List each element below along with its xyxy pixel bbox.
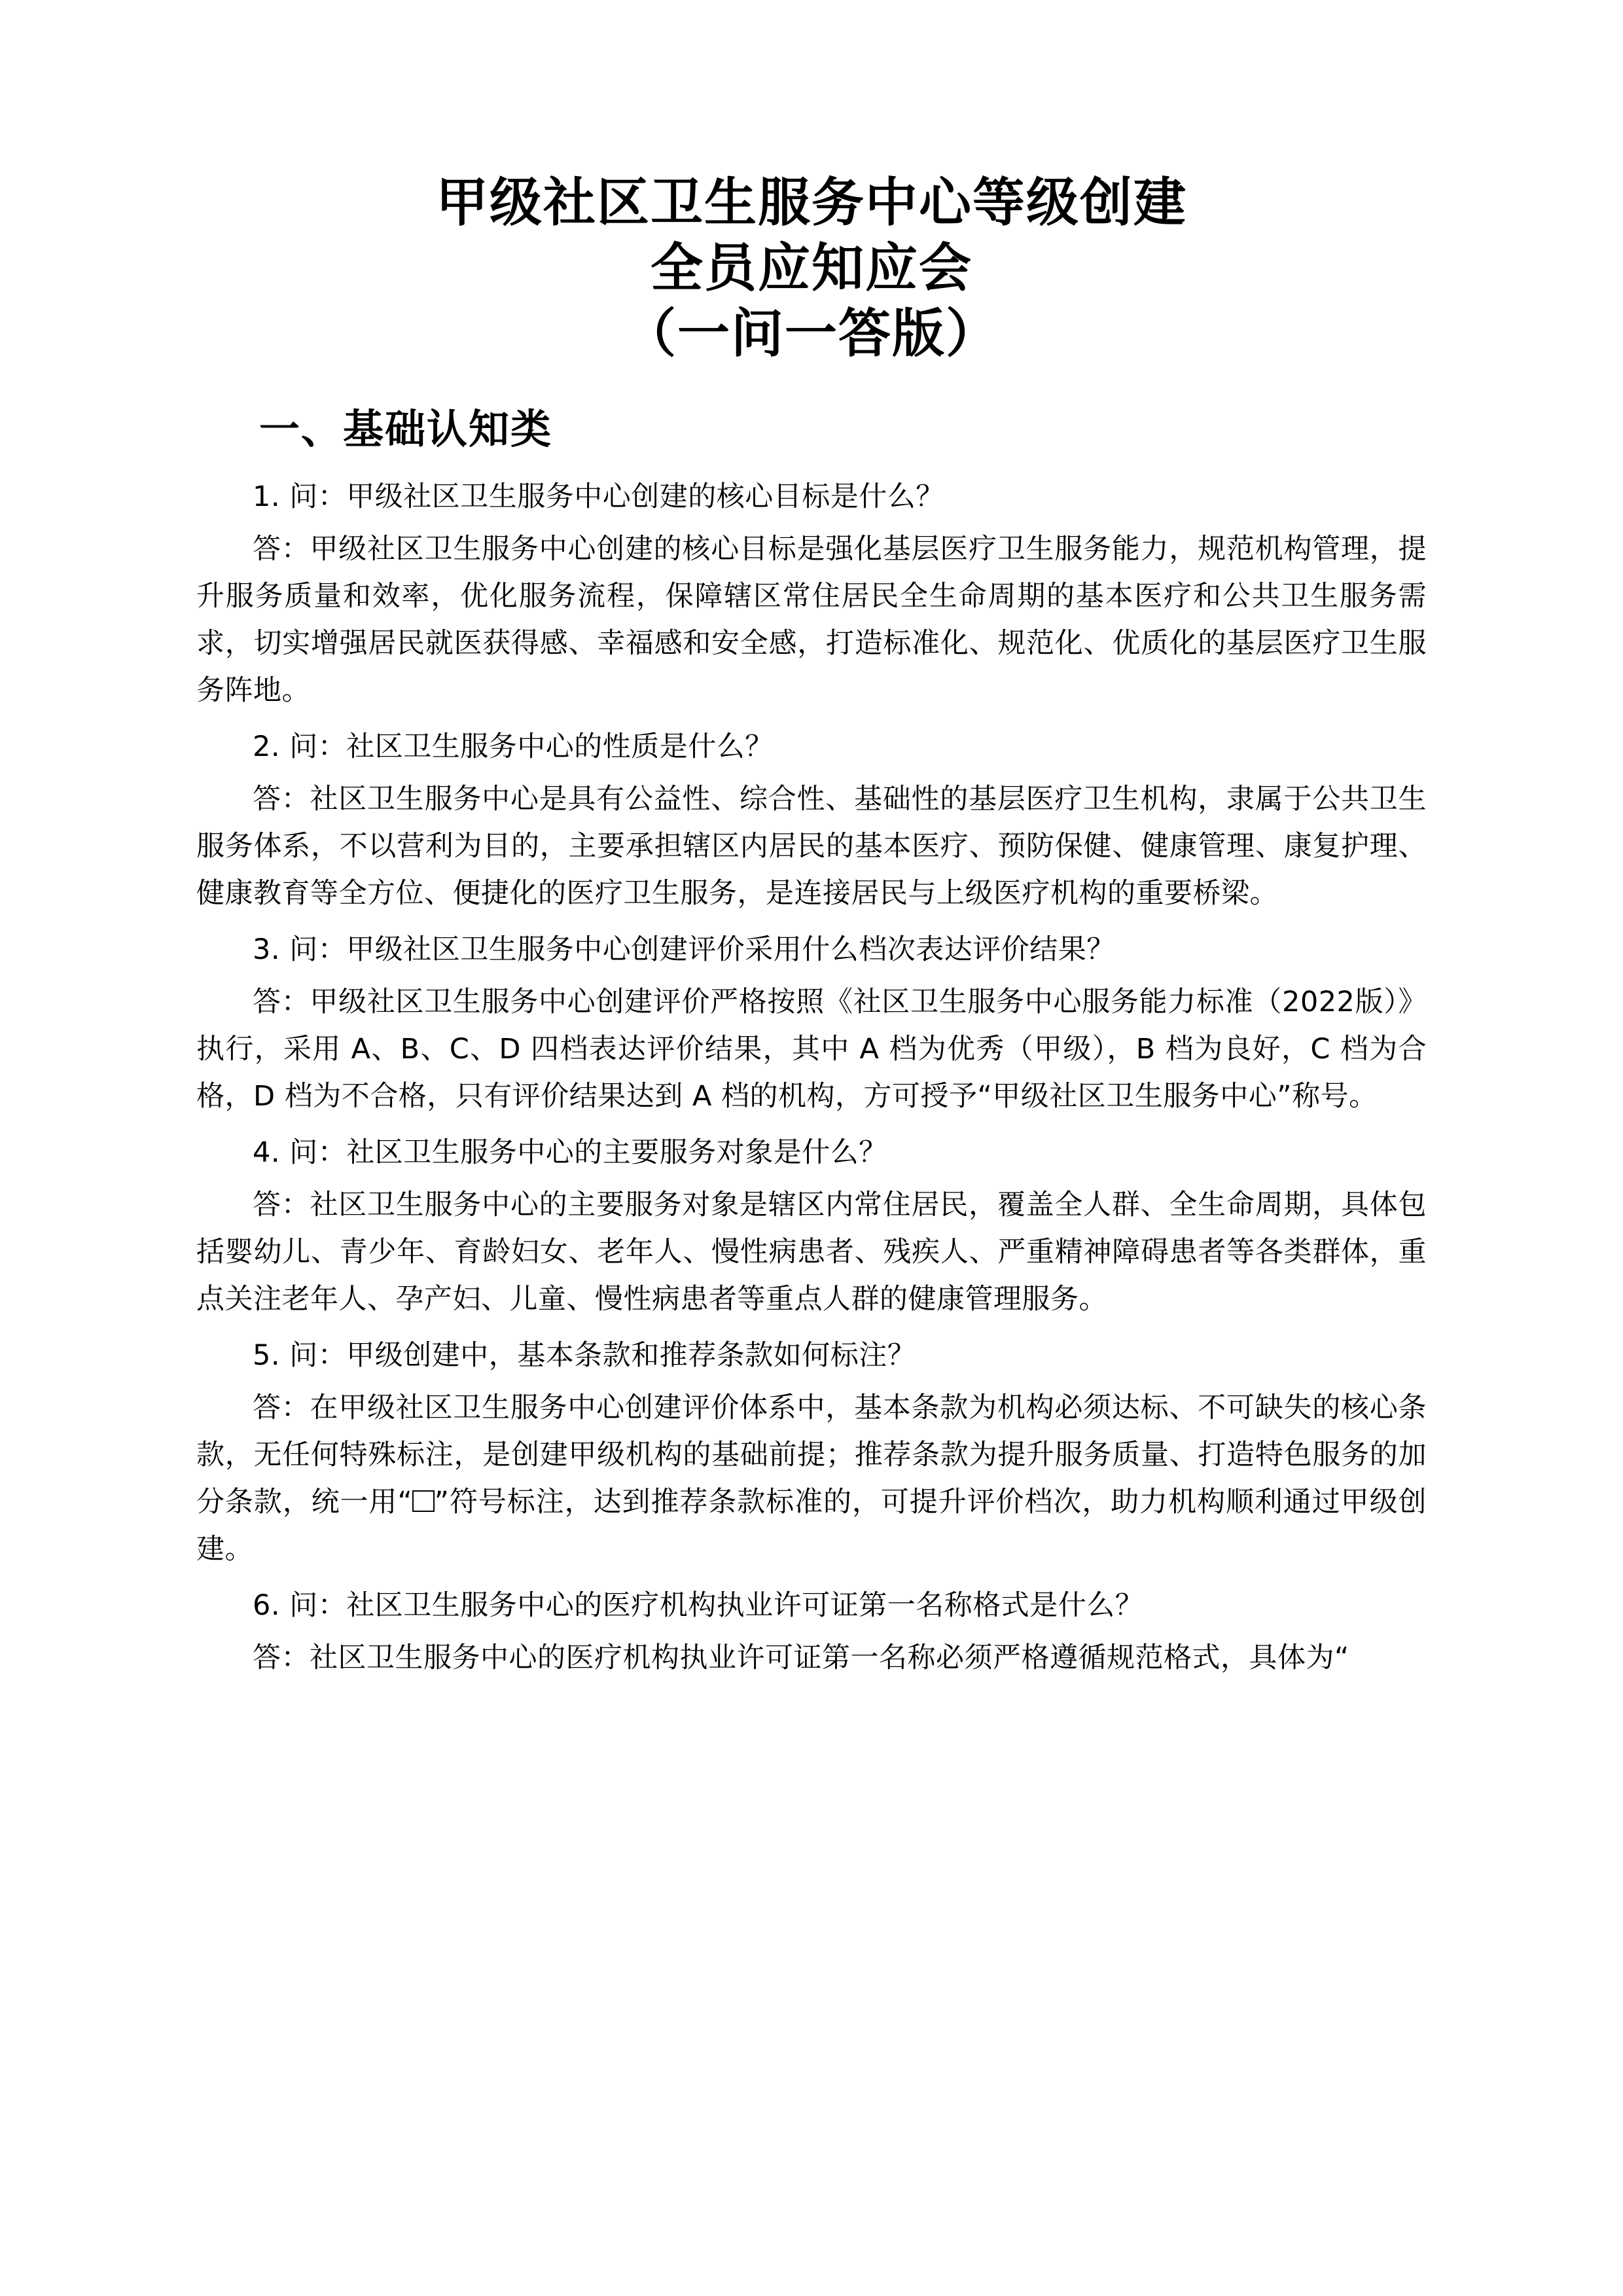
answer-6: 答：社区卫生服务中心的医疗机构执业许可证第一名称必须严格遵循规范格式，具体为“ (253, 1641, 1349, 1674)
page-title (196, 170, 1427, 367)
question-3: 3. 问：甲级社区卫生服务中心创建评价采用什么档次表达评价结果？ (253, 933, 1115, 966)
question-1: 1. 问：甲级社区卫生服务中心创建的核心目标是什么？ (253, 480, 944, 513)
answer-4: 答：社区卫生服务中心的主要服务对象是辖区内常住居民，覆盖全人群、全生命周期，具体包括婴幼儿、青少年、育龄妇女、老年人、慢性病患者、残疾人、严重精神障碍患者等各类群体，重点关注老年人、孕产妇、儿童、慢性病患者等重点人群的健康管理服务。 (196, 1188, 1427, 1316)
answer-5-text-part-1: 答：在甲级社区卫生服务中心创建评价体系中，基本条款为机构必须达标、不可缺失的核心条款，无任何特殊标注，是创建甲级机构的基础前提；推荐条款为提升服务质量、打造特色服务的加分条款，统一用“ (196, 1391, 1427, 1518)
question-5: 5. 问：甲级创建中，基本条款和推荐条款如何标注？ (253, 1338, 916, 1372)
title-line-2: 全员应知应会 (651, 238, 972, 298)
answer-3: 答：甲级社区卫生服务中心创建评价严格按照《社区卫生服务中心服务能力标准（2022版）》执行，采用 A、B、C、D 四档表达评价结果，其中 A 档为优秀（甲级），B 档为良好，C 档为合格，D 档为不合格，只有评价结果达到 A 档的机构，方可授予“甲级社区卫生服务中心”称号。 (196, 985, 1427, 1113)
title-line-3: （一问一答版） (624, 303, 999, 364)
section-heading: 一、基础认知类 (259, 405, 553, 453)
question-2: 2. 问：社区卫生服务中心的性质是什么？ (253, 730, 774, 763)
question-4: 4. 问：社区卫生服务中心的主要服务对象是什么？ (253, 1136, 887, 1169)
checkbox-square-icon (412, 1490, 435, 1513)
question-6: 6. 问：社区卫生服务中心的医疗机构执业许可证第一名称格式是什么？ (253, 1588, 1144, 1622)
answer-5-text-part-2: ”符号标注，达到推荐条款标准的，可提升评价档次，助力机构顺利通过甲级创建。 (196, 1485, 1427, 1566)
answer-2: 答：社区卫生服务中心是具有公益性、综合性、基础性的基层医疗卫生机构，隶属于公共卫生服务体系，不以营利为目的，主要承担辖区内居民的基本医疗、预防保健、健康管理、康复护理、健康教育等全方位、便捷化的医疗卫生服务，是连接居民与上级医疗机构的重要桥梁。 (196, 782, 1427, 910)
qa-list (196, 473, 1427, 1681)
title-line-1: 甲级社区卫生服务中心等级创建 (436, 172, 1187, 233)
answer-5 (196, 1384, 1427, 1573)
answer-1: 答：甲级社区卫生服务中心创建的核心目标是强化基层医疗卫生服务能力，规范机构管理，提升服务质量和效率，优化服务流程，保障辖区常住居民全生命周期的基本医疗和公共卫生服务需求，切实增强居民就医获得感、幸福感和安全感，打造标准化、规范化、优质化的基层医疗卫生服务阵地。 (196, 532, 1427, 707)
